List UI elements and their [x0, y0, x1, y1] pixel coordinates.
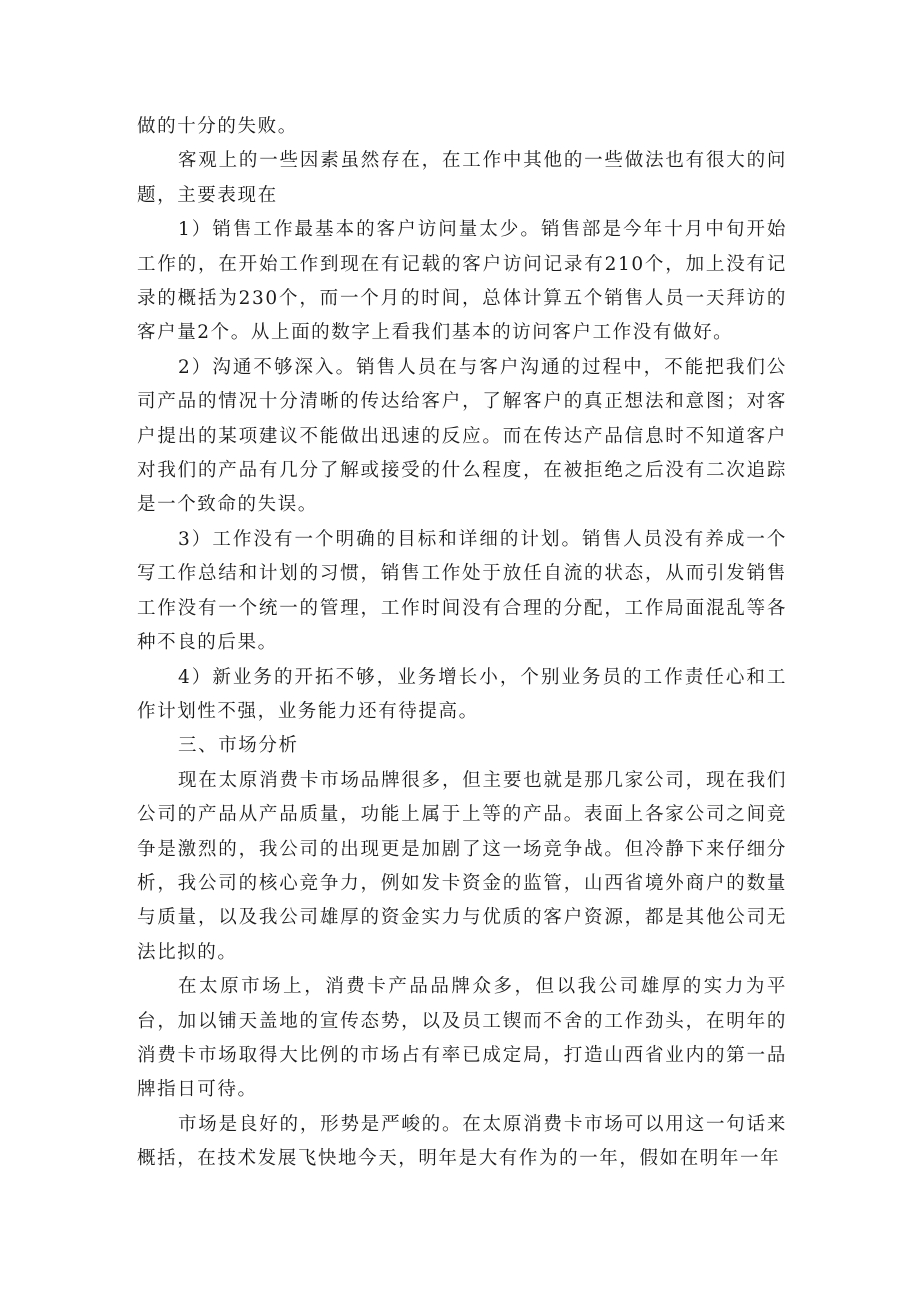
- paragraph-4: 2）沟通不够深入。销售人员在与客户沟通的过程中，不能把我们公司产品的情况十分清晰的传达给客户，了解客户的真正想法和意图；对客户提出的某项建议不能做出迅速的反应。而在传达产品信息时不知道客户对我们的产品有几分了解或接受的什么程度，在被拒绝之后没有二次追踪是一个致命的失误。: [137, 356, 787, 516]
- paragraph-10: 市场是良好的，形势是严峻的。在太原消费卡市场可以用这一句话来概括，在技术发展飞快地今天，明年是大有作为的一年，假如在明年一年: [137, 1113, 787, 1170]
- paragraph-9: 在太原市场上，消费卡产品品牌众多，但以我公司雄厚的实力为平台，加以铺天盖地的宣传态势，以及员工锲而不舍的工作劲头，在明年的消费卡市场取得大比例的市场占有率已成定局，打造山西省业内的第一品牌指日可待。: [137, 976, 787, 1101]
- paragraph-2: 客观上的一些因素虽然存在，在工作中其他的一些做法也有很大的问题，主要表现在: [137, 150, 787, 206]
- paragraph-8: 现在太原消费卡市场品牌很多，但主要也就是那几家公司，现在我们公司的产品从产品质量，功能上属于上等的产品。表面上各家公司之间竞争是激烈的，我公司的出现更是加剧了这一场竞争战。但冷静下来仔细分析，我公司的核心竞争力，例如发卡资金的监管，山西省境外商户的数量与质量，以及我公司雄厚的资金实力与优质的客户资源，都是其他公司无法比拟的。: [137, 769, 787, 963]
- paragraph-5: 3）工作没有一个明确的目标和详细的计划。销售人员没有养成一个写工作总结和计划的习惯，销售工作处于放任自流的状态，从而引发销售工作没有一个统一的管理，工作时间没有合理的分配，工作局面混乱等各种不良的后果。: [137, 528, 787, 654]
- paragraph-1: 做的十分的失败。: [137, 116, 298, 137]
- paragraph-3: 1）销售工作最基本的客户访问量太少。销售部是今年十月中旬开始工作的，在开始工作到现在有记载的客户访问记录有210个，加上没有记录的概括为230个，而一个月的时间，总体计算五个销售人员一天拜访的客户量2个。从上面的数字上看我们基本的访问客户工作没有做好。: [137, 219, 787, 344]
- section-heading-market-analysis: 三、市场分析: [178, 735, 299, 757]
- paragraph-6: 4）新业务的开拓不够，业务增长小，个别业务员的工作责任心和工作计划性不强，业务能力还有待提高。: [137, 666, 787, 722]
- document-body: [137, 110, 787, 1177]
